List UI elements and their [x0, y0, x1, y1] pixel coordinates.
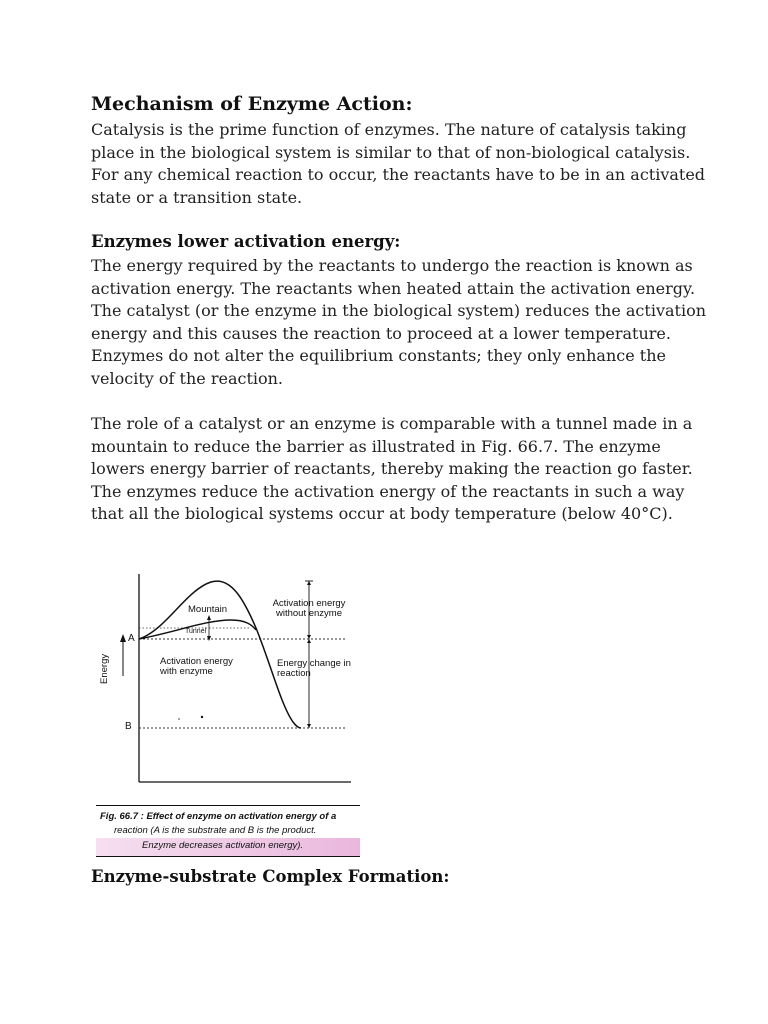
figure-66-7	[96, 570, 366, 860]
label-energy-change: Energy change in reaction	[277, 658, 351, 679]
label-energy-axis: Energy	[99, 653, 110, 684]
caption-line-2: reaction (A is the substrate and B is the product.	[114, 825, 317, 836]
caption-bottom-rule	[96, 856, 360, 857]
label-activation-with-enzyme: Activation energy with enzyme	[160, 656, 233, 677]
label-tunnel: Tunnel	[185, 628, 207, 635]
paragraph-catalysis: Catalysis is the prime function of enzymes. The nature of catalysis taking place in the biological system is similar to that of non-biological catalysis. For any chemical reaction to occur, the reactants have to be in an activated state or a transition state.	[91, 120, 706, 207]
caption-line-1: Fig. 66.7 : Effect of enzyme on activation energy of a	[100, 811, 337, 822]
label-activation-without-enzyme: Activation energy without enzyme	[272, 598, 346, 619]
label-a: A	[128, 633, 135, 644]
caption-line-3: Enzyme decreases activation energy).	[142, 840, 304, 851]
label-b: B	[125, 721, 132, 732]
paragraph-activation-energy: The energy required by the reactants to undergo the reaction is known as activation energy. The reactants when heated attain the activation energy. The catalyst (or the enzyme in the biological system) reduces the activation energy and this causes the reaction to proceed at a lower temperature. Enzymes do not alter the equilibrium constants; they only enhance the velocity of the reaction.	[91, 256, 706, 388]
caption-top-rule	[96, 805, 360, 806]
heading-enzyme-substrate-complex: Enzyme-substrate Complex Formation:	[91, 867, 450, 886]
heading-mechanism: Mechanism of Enzyme Action:	[91, 93, 413, 115]
energy-axis-arrowhead	[120, 634, 126, 642]
paragraph-tunnel: The role of a catalyst or an enzyme is comparable with a tunnel made in a mountain to reduce the barrier as illustrated in Fig. 66.7. The enzyme lowers energy barrier of reactants, thereby making the reaction go faster. The enzymes reduce the activation energy of the reactants in such a way that all the biological systems occur at body temperature (below 40°C).	[91, 414, 693, 524]
label-mountain: Mountain	[188, 604, 228, 615]
heading-activation-energy: Enzymes lower activation energy:	[91, 232, 401, 251]
